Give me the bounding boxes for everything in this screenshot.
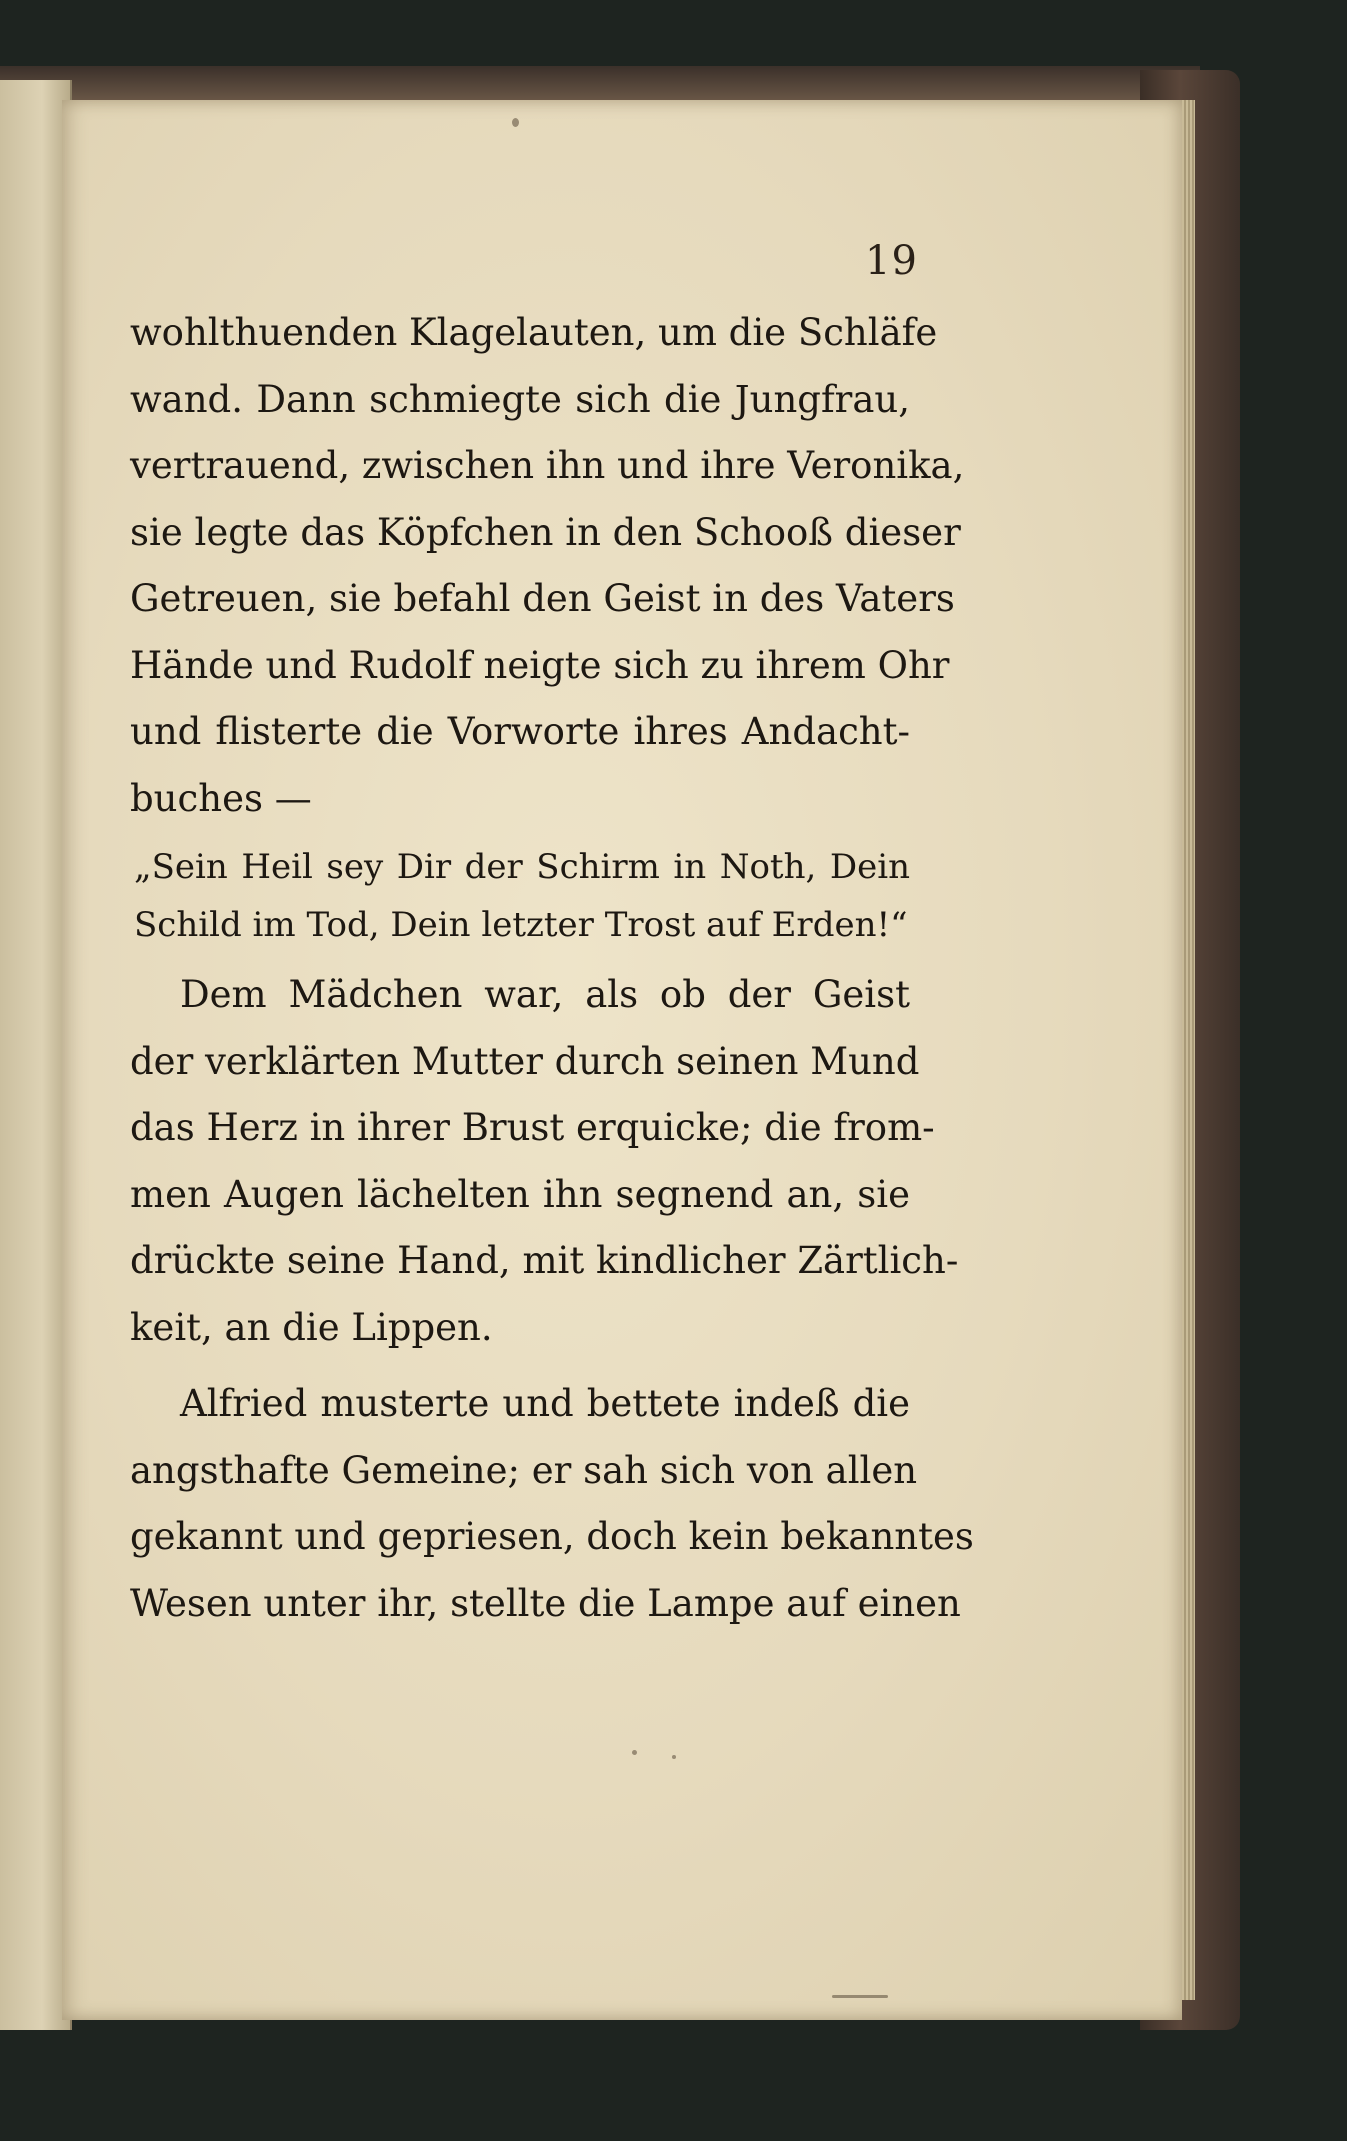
text-line: und flisterte die Vorworte ihres Andacht- <box>130 710 910 753</box>
paragraph-3 <box>130 962 959 1361</box>
page-number: 19 <box>865 238 918 284</box>
text-line: vertrauend, zwischen ihn und ihre Veronika, <box>130 444 965 487</box>
text-line: gekannt und gepriesen, doch kein bekanntes <box>130 1515 974 1558</box>
paper-speck <box>632 1750 637 1755</box>
text-line: Getreuen, sie befahl den Geist in des Vaters <box>130 577 955 620</box>
text-line: Wesen unter ihr, stellte die Lampe auf einen <box>130 1581 961 1625</box>
paper-speck <box>512 118 519 127</box>
quotation <box>130 838 910 954</box>
paper-speck <box>672 1755 676 1759</box>
paper-mark <box>832 1995 888 1998</box>
text-line: Dem Mädchen war, als ob der Geist <box>180 973 910 1016</box>
text-line: das Herz in ihrer Brust erquicke; die from- <box>130 1106 935 1149</box>
paragraph-4 <box>130 1371 974 1637</box>
text-line: keit, an die Lippen. <box>130 1305 493 1349</box>
text-line: wand. Dann schmiegte sich die Jungfrau, <box>130 377 910 421</box>
text-line: Schild im Tod, Dein letzter Trost auf Erden!“ <box>134 905 908 945</box>
text-line: „Sein Heil sey Dir der Schirm in Noth, Dein <box>134 847 910 887</box>
text-line: wohlthuenden Klagelauten, um die Schläfe <box>130 311 938 354</box>
text-line: drückte seine Hand, mit kindlicher Zärtlich- <box>130 1239 959 1282</box>
text-line: buches — <box>130 776 312 820</box>
paragraph-1 <box>130 300 965 832</box>
text-line: Alfried musterte und bettete indeß die <box>180 1382 910 1425</box>
text-line: angsthafte Gemeine; er sah sich von allen <box>130 1448 918 1492</box>
book-top-edge <box>0 66 1200 102</box>
body-text <box>130 300 974 1637</box>
text-line: Hände und Rudolf neigte sich zu ihrem Ohr <box>130 643 950 687</box>
text-line: sie legte das Köpfchen in den Schooß dieser <box>130 510 961 554</box>
text-line: der verklärten Mutter durch seinen Mund <box>130 1039 920 1083</box>
text-line: men Augen lächelten ihn segnend an, sie <box>130 1172 910 1216</box>
